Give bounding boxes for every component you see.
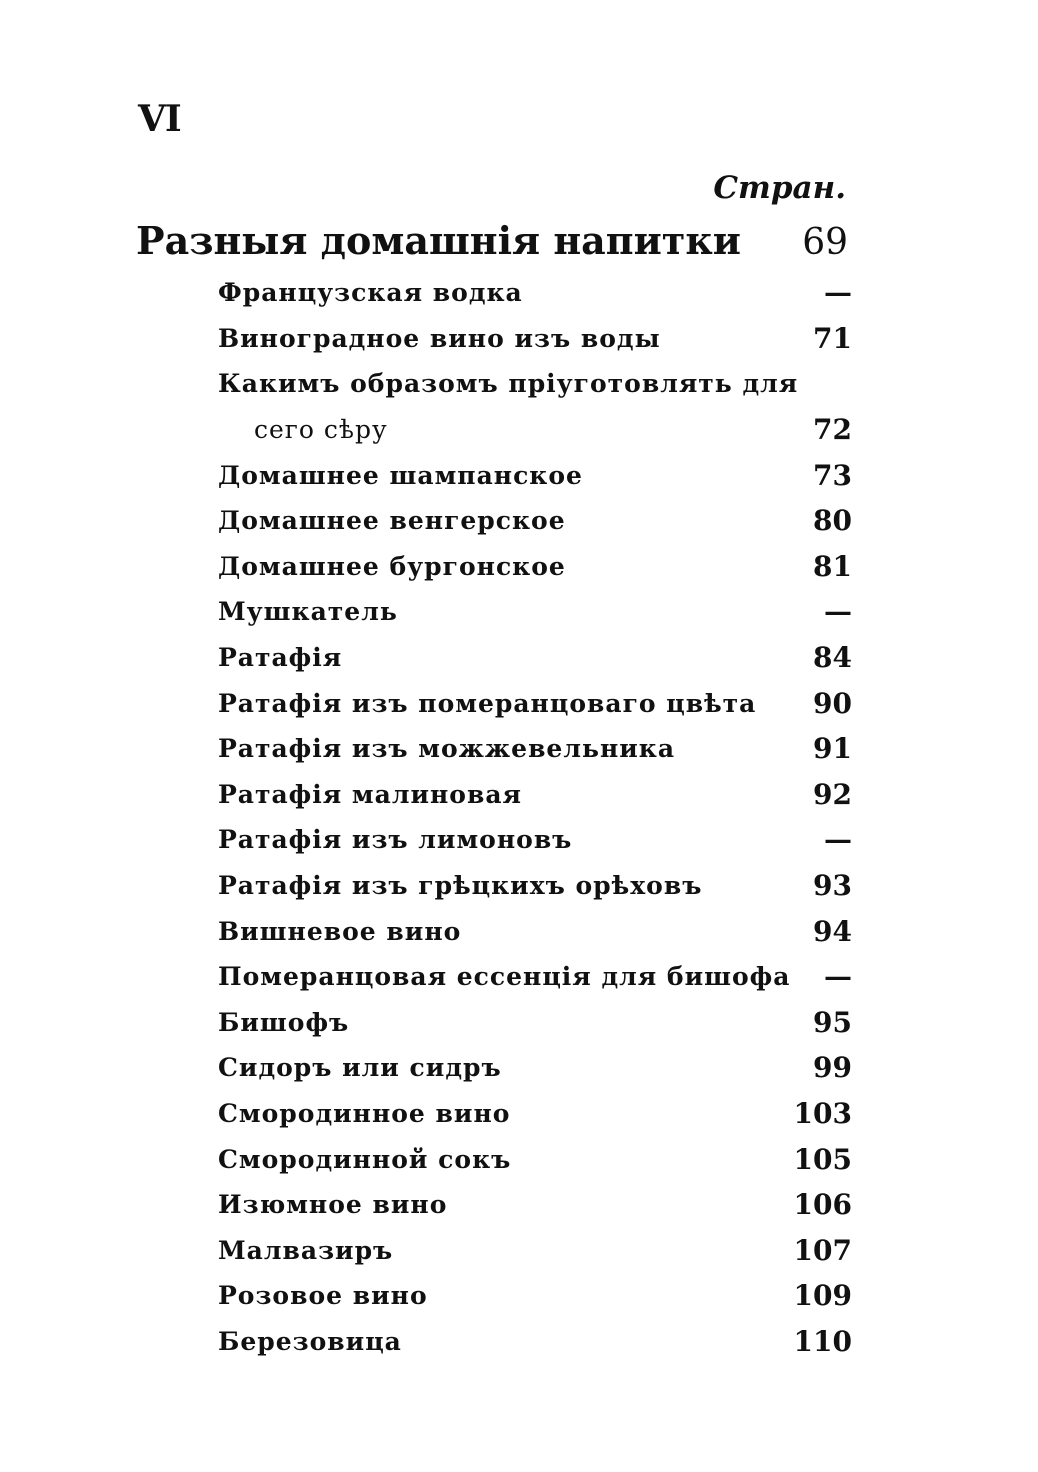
toc-entry-title: Смородинной сокъ	[218, 1144, 512, 1174]
toc-entry	[218, 772, 852, 818]
toc-entry	[218, 863, 852, 909]
toc-entry	[218, 908, 852, 954]
toc-entry-title: Померанцовая ессенція для бишофа	[218, 962, 791, 992]
section-title: Разныя домашнія напитки	[136, 218, 741, 263]
toc-entry-title: Домашнее бургонское	[218, 551, 566, 581]
toc-entry-page: 93	[813, 869, 852, 903]
toc-entry	[218, 1000, 852, 1046]
toc-entry	[218, 361, 852, 407]
toc-entry	[218, 589, 852, 635]
toc-entry	[218, 1319, 852, 1365]
toc-entry-title: Домашнее венгерское	[218, 506, 566, 536]
toc-entry-page: 107	[793, 1233, 852, 1267]
toc-entry	[218, 1136, 852, 1182]
toc-entry-page: 92	[813, 777, 852, 811]
toc-list	[218, 270, 852, 1364]
toc-entry	[218, 1227, 852, 1273]
section-heading	[136, 218, 848, 266]
toc-entry-title: Ратафія изъ лимоновъ	[218, 825, 573, 855]
toc-entry	[218, 1273, 852, 1319]
toc-entry-title: Какимъ образомъ пріуготовлять для	[218, 369, 799, 399]
toc-entry-title: Виноградное вино изъ воды	[218, 323, 661, 353]
toc-entry	[218, 680, 852, 726]
toc-entry-page: —	[824, 595, 852, 629]
toc-entry-title: Ратафія изъ грѣцкихъ орѣховъ	[218, 871, 703, 901]
toc-entry-page: —	[824, 276, 852, 310]
toc-entry-title: Сидоръ или сидръ	[218, 1053, 502, 1083]
toc-entry-continuation	[218, 407, 852, 453]
toc-entry-title: Ратафія изъ можжевельника	[218, 734, 676, 764]
toc-entry-title: Ратафія малиновая	[218, 779, 522, 809]
section-page: 69	[802, 222, 848, 263]
toc-entry-title: Смородинное вино	[218, 1098, 511, 1128]
toc-entry	[218, 544, 852, 590]
toc-entry-page: 81	[813, 549, 852, 583]
page-number: VI	[138, 98, 181, 140]
toc-entry-title: Домашнее шампанское	[218, 460, 583, 490]
toc-entry-page: 109	[793, 1279, 852, 1313]
toc-entry-title: Изюмное вино	[218, 1190, 448, 1220]
toc-entry-title: Французская водка	[218, 278, 523, 308]
toc-entry-page: 90	[813, 686, 852, 720]
toc-entry-title: Малвазиръ	[218, 1235, 394, 1265]
toc-entry-page: 110	[793, 1324, 852, 1358]
toc-entry-page: 91	[813, 732, 852, 766]
toc-entry-page: 106	[793, 1188, 852, 1222]
toc-entry-page: 84	[813, 641, 852, 675]
toc-entry	[218, 452, 852, 498]
toc-entry-title: Розовое вино	[218, 1281, 428, 1311]
toc-entry	[218, 1091, 852, 1137]
toc-entry	[218, 817, 852, 863]
toc-entry-title: Березовица	[218, 1326, 402, 1356]
toc-entry-page: 72	[813, 413, 852, 447]
toc-entry-page: 73	[813, 458, 852, 492]
toc-entry-title: Ратафія	[218, 643, 343, 673]
toc-entry-title: Бишофъ	[218, 1007, 350, 1037]
toc-entry	[218, 954, 852, 1000]
toc-entry-page: 94	[813, 914, 852, 948]
toc-entry-page: 103	[793, 1096, 852, 1130]
toc-entry-page: 99	[813, 1051, 852, 1085]
toc-entry-page: 80	[813, 504, 852, 538]
toc-entry	[218, 1182, 852, 1228]
page-column-header: Стран.	[713, 170, 846, 206]
toc-entry	[218, 1045, 852, 1091]
toc-entry	[218, 498, 852, 544]
toc-entry	[218, 270, 852, 316]
toc-entry-page: 105	[793, 1142, 852, 1176]
toc-entry-page: 71	[813, 321, 852, 355]
toc-entry-page: 95	[813, 1005, 852, 1039]
toc-entry-title: Ратафія изъ померанцоваго цвѣта	[218, 688, 757, 718]
toc-entry	[218, 316, 852, 362]
toc-entry	[218, 726, 852, 772]
toc-entry	[218, 635, 852, 681]
toc-entry-page: —	[824, 823, 852, 857]
toc-entry-title: Мушкатель	[218, 597, 398, 627]
toc-entry-title: сего сѣру	[254, 415, 388, 445]
toc-entry-page: —	[824, 960, 852, 994]
toc-entry-title: Вишневое вино	[218, 916, 462, 946]
